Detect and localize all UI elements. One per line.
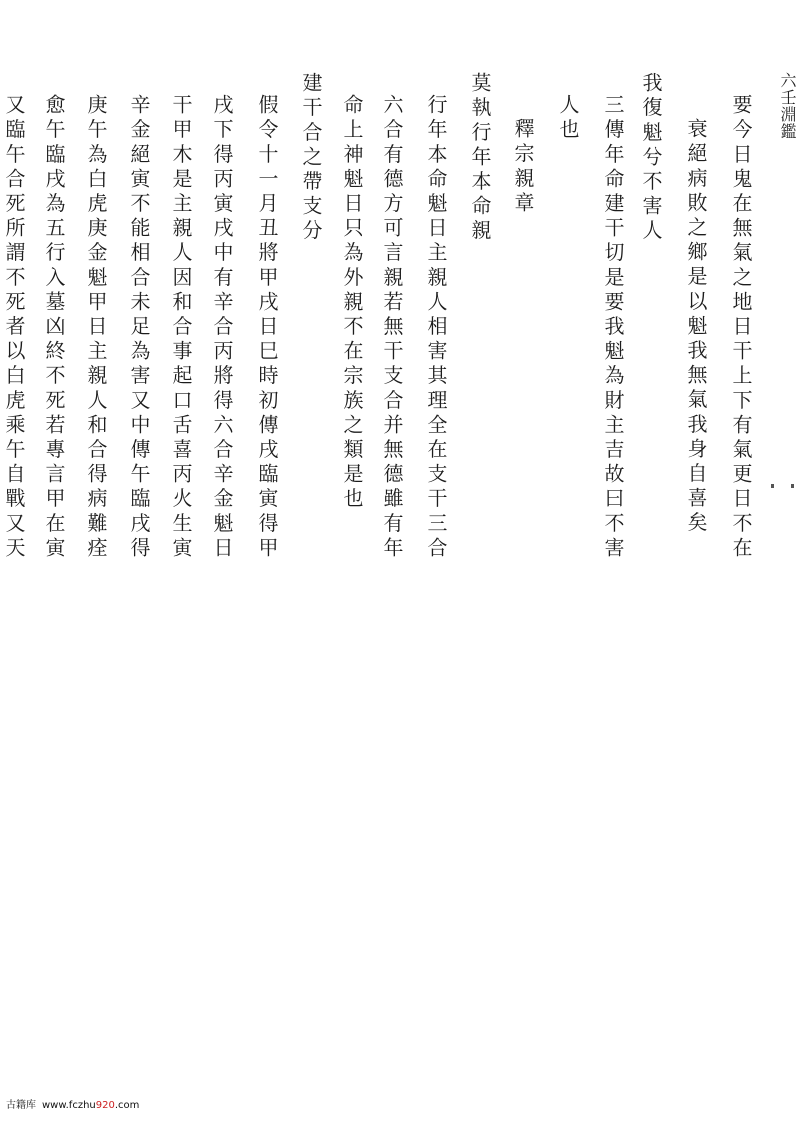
text-column: 要今日鬼在無氣之地日干上下有氣更日不在 [729, 94, 753, 562]
section-heading: 釋宗親章 [511, 118, 535, 217]
edge-mark [771, 484, 774, 488]
text-column: 六合有德方可言親若無干支合并無德雖有年 [380, 94, 404, 562]
text-column: 愈午臨戌為五行入墓凶終不死若專言甲在寅 [42, 94, 66, 562]
text-column: 三傳年命建干切是要我魁為財主吉故曰不害 [601, 94, 625, 562]
text-column: 人也 [556, 94, 580, 144]
text-column: 命上神魁日只為外親不在宗族之類是也 [340, 94, 364, 513]
text-column: 假令十一月丑將甲戌日巳時初傳戌臨寅得甲 [255, 94, 279, 562]
text-column: 又臨午合死所謂不死者以白虎乘午自戰又天 [2, 94, 26, 562]
edge-mark [791, 484, 794, 488]
text-column: 戌下得丙寅戌中有辛合丙將得六合辛金魁日 [210, 94, 234, 562]
text-column: 行年本命魁日主親人相害其理全在支干三合 [424, 94, 448, 562]
page-header-title: 六壬淵鑑 [778, 72, 797, 140]
footer-url-highlight: 920 [95, 1100, 115, 1111]
footer-site-name: 古籍库 [6, 1100, 36, 1111]
footer-watermark [6, 1099, 139, 1113]
text-column: 辛金絕寅不能相合未足為害又中傳午臨戌得 [127, 94, 151, 562]
text-column: 干甲木是主親人因和合事起口舌喜丙火生寅 [169, 94, 193, 562]
footer-url-suffix: .com [114, 1100, 140, 1111]
text-column: 莫執行年本命親 [468, 72, 492, 245]
text-column: 建干合之帶支分 [299, 72, 323, 245]
text-column: 我復魁兮不害人 [639, 72, 663, 245]
text-column: 庚午為白虎庚金魁甲日主親人和合得病難痊 [84, 94, 108, 562]
footer-url[interactable] [42, 1100, 139, 1111]
text-column: 衰絕病敗之鄉是以魁我無氣我身自喜矣 [684, 118, 708, 537]
footer-url-prefix: www.fczhu [42, 1100, 96, 1111]
